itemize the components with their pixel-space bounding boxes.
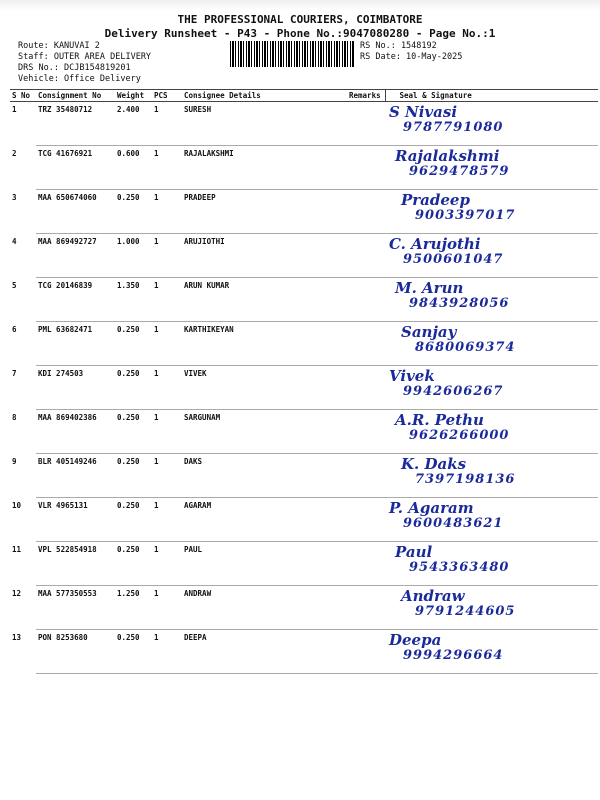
weight-value: 0.250 bbox=[115, 322, 152, 366]
pcs-value: 1 bbox=[152, 146, 182, 190]
signature-name: Sanjay bbox=[401, 323, 457, 341]
signature-cell bbox=[385, 542, 598, 586]
handwritten-signature bbox=[395, 280, 509, 312]
weight-value: 0.600 bbox=[115, 146, 152, 190]
table-row bbox=[10, 102, 598, 146]
signature-phone: 9843928056 bbox=[409, 296, 510, 311]
pcs-value: 1 bbox=[152, 586, 182, 630]
signature-cell bbox=[385, 410, 598, 454]
weight-value: 0.250 bbox=[115, 410, 152, 454]
consignment-number: MAA 650674060 bbox=[36, 190, 115, 234]
route-label: Route: KANUVAI 2 bbox=[18, 41, 100, 51]
pcs-value: 1 bbox=[152, 278, 182, 322]
signature-name: C. Arujothi bbox=[389, 235, 481, 253]
barcode bbox=[230, 41, 354, 67]
drs-label: DRS No.: DCJB154819201 bbox=[18, 63, 131, 73]
remarks-cell bbox=[347, 190, 385, 234]
signature-cell bbox=[385, 190, 598, 234]
consignee-name: ARUN KUMAR bbox=[182, 278, 347, 322]
table-row bbox=[10, 586, 598, 630]
weight-value: 0.250 bbox=[115, 366, 152, 410]
table-row bbox=[10, 366, 598, 410]
consignee-name: DAKS bbox=[182, 454, 347, 498]
signature-name: M. Arun bbox=[395, 279, 464, 297]
table-header-row bbox=[10, 90, 598, 102]
signature-cell bbox=[385, 278, 598, 322]
vehicle-label: Vehicle: Office Delivery bbox=[18, 74, 141, 84]
runsheet-subtitle: Delivery Runsheet - P43 - Phone No.:9047080280 - Page No.:1 bbox=[104, 27, 496, 40]
signature-phone: 8680069374 bbox=[415, 340, 516, 355]
consignee-name: AGARAM bbox=[182, 498, 347, 542]
col-remarks: Remarks bbox=[347, 90, 385, 102]
pcs-value: 1 bbox=[152, 234, 182, 278]
signature-phone: 9629478579 bbox=[409, 164, 510, 179]
consignment-number: PML 63682471 bbox=[36, 322, 115, 366]
row-sno: 12 bbox=[12, 588, 22, 598]
consignee-name: SARGUNAM bbox=[182, 410, 347, 454]
table-row bbox=[10, 630, 598, 674]
rs-number: RS No.: 1548192 bbox=[360, 41, 437, 51]
table-row bbox=[10, 278, 598, 322]
consignment-number: MAA 869492727 bbox=[36, 234, 115, 278]
pcs-value: 1 bbox=[152, 410, 182, 454]
pcs-value: 1 bbox=[152, 322, 182, 366]
pcs-value: 1 bbox=[152, 542, 182, 586]
weight-value: 1.000 bbox=[115, 234, 152, 278]
consignee-name: SURESH bbox=[182, 102, 347, 146]
remarks-cell bbox=[347, 146, 385, 190]
remarks-cell bbox=[347, 498, 385, 542]
handwritten-signature bbox=[395, 148, 509, 180]
signature-cell bbox=[385, 234, 598, 278]
consignment-number: VLR 4965131 bbox=[36, 498, 115, 542]
signature-phone: 9500601047 bbox=[403, 252, 504, 267]
remarks-cell bbox=[347, 278, 385, 322]
weight-value: 0.250 bbox=[115, 454, 152, 498]
signature-cell bbox=[385, 586, 598, 630]
row-sno: 3 bbox=[12, 192, 17, 202]
remarks-cell bbox=[347, 454, 385, 498]
handwritten-signature bbox=[389, 236, 503, 268]
handwritten-signature bbox=[401, 192, 515, 224]
row-sno: 6 bbox=[12, 324, 17, 334]
row-sno: 11 bbox=[12, 544, 22, 554]
signature-name: Pradeep bbox=[401, 191, 470, 209]
remarks-cell bbox=[347, 586, 385, 630]
signature-name: Rajalakshmi bbox=[395, 147, 500, 165]
col-consignee: Consignee Details bbox=[182, 90, 347, 102]
signature-name: Andraw bbox=[401, 587, 465, 605]
remarks-cell bbox=[347, 410, 385, 454]
remarks-cell bbox=[347, 630, 385, 674]
weight-value: 2.400 bbox=[115, 102, 152, 146]
table-row bbox=[10, 454, 598, 498]
company-title: THE PROFESSIONAL COURIERS, COIMBATORE bbox=[177, 13, 423, 26]
signature-phone: 7397198136 bbox=[415, 472, 516, 487]
signature-name: P. Agaram bbox=[389, 499, 474, 517]
row-sno: 5 bbox=[12, 280, 17, 290]
consignment-number: TRZ 35480712 bbox=[36, 102, 115, 146]
signature-name: Paul bbox=[395, 543, 433, 561]
col-sno: S No bbox=[10, 90, 36, 102]
consignment-number: TCG 41676921 bbox=[36, 146, 115, 190]
row-sno: 8 bbox=[12, 412, 17, 422]
top-scan-mark bbox=[0, 0, 600, 10]
signature-phone: 9942606267 bbox=[403, 384, 504, 399]
remarks-cell bbox=[347, 366, 385, 410]
consignee-name: VIVEK bbox=[182, 366, 347, 410]
signature-cell bbox=[385, 630, 598, 674]
weight-value: 1.350 bbox=[115, 278, 152, 322]
handwritten-signature bbox=[389, 500, 503, 532]
consignment-number: MAA 869402386 bbox=[36, 410, 115, 454]
signature-cell bbox=[385, 366, 598, 410]
row-sno: 9 bbox=[12, 456, 17, 466]
row-sno: 10 bbox=[12, 500, 22, 510]
remarks-cell bbox=[347, 542, 385, 586]
signature-phone: 9787791080 bbox=[403, 120, 504, 135]
pcs-value: 1 bbox=[152, 498, 182, 542]
weight-value: 0.250 bbox=[115, 542, 152, 586]
left-meta bbox=[18, 41, 151, 85]
rs-date: RS Date: 10-May-2025 bbox=[360, 52, 463, 62]
table-row bbox=[10, 410, 598, 454]
weight-value: 0.250 bbox=[115, 630, 152, 674]
pcs-value: 1 bbox=[152, 630, 182, 674]
signature-phone: 9994296664 bbox=[403, 648, 504, 663]
consignment-number: BLR 405149246 bbox=[36, 454, 115, 498]
consignment-number: KDI 274503 bbox=[36, 366, 115, 410]
col-signature: Seal & Signature bbox=[385, 90, 598, 102]
handwritten-signature bbox=[389, 368, 503, 400]
table-row bbox=[10, 234, 598, 278]
right-meta bbox=[360, 41, 462, 63]
pcs-value: 1 bbox=[152, 102, 182, 146]
remarks-cell bbox=[347, 322, 385, 366]
signature-name: S Nivasi bbox=[389, 103, 458, 121]
consignee-name: ANDRAW bbox=[182, 586, 347, 630]
pcs-value: 1 bbox=[152, 454, 182, 498]
signature-name: Deepa bbox=[389, 631, 442, 649]
col-pcs: PCS bbox=[152, 90, 182, 102]
row-sno: 1 bbox=[12, 105, 17, 114]
row-sno: 7 bbox=[12, 368, 17, 378]
row-sno: 2 bbox=[12, 148, 17, 158]
consignment-number: PON 8253680 bbox=[36, 630, 115, 674]
handwritten-signature bbox=[401, 324, 515, 356]
row-sno: 4 bbox=[12, 236, 17, 246]
signature-phone: 9003397017 bbox=[415, 208, 516, 223]
table-row bbox=[10, 542, 598, 586]
handwritten-signature bbox=[401, 456, 515, 488]
staff-label: Staff: OUTER AREA DELIVERY bbox=[18, 52, 152, 62]
table-row bbox=[10, 322, 598, 366]
signature-cell bbox=[385, 498, 598, 542]
row-sno: 13 bbox=[12, 632, 22, 642]
consignment-number: VPL 522854918 bbox=[36, 542, 115, 586]
handwritten-signature bbox=[389, 632, 503, 664]
remarks-cell bbox=[347, 234, 385, 278]
weight-value: 0.250 bbox=[115, 190, 152, 234]
consignment-number: MAA 577350553 bbox=[36, 586, 115, 630]
col-weight: Weight bbox=[115, 90, 152, 102]
signature-phone: 9791244605 bbox=[415, 604, 516, 619]
consignee-name: KARTHIKEYAN bbox=[182, 322, 347, 366]
handwritten-signature bbox=[389, 104, 503, 136]
weight-value: 0.250 bbox=[115, 498, 152, 542]
signature-phone: 9626266000 bbox=[409, 428, 510, 443]
consignee-name: PAUL bbox=[182, 542, 347, 586]
signature-name: K. Daks bbox=[401, 455, 467, 473]
consignment-number: TCG 20146839 bbox=[36, 278, 115, 322]
handwritten-signature bbox=[395, 544, 509, 576]
consignee-name: ARUJIOTHI bbox=[182, 234, 347, 278]
handwritten-signature bbox=[395, 412, 509, 444]
signature-cell bbox=[385, 454, 598, 498]
col-consignment: Consignment No bbox=[36, 90, 115, 102]
runsheet-table bbox=[10, 89, 598, 674]
handwritten-signature bbox=[401, 588, 515, 620]
signature-phone: 9543363480 bbox=[409, 560, 510, 575]
signature-cell bbox=[385, 146, 598, 190]
consignee-name: PRADEEP bbox=[182, 190, 347, 234]
pcs-value: 1 bbox=[152, 190, 182, 234]
pcs-value: 1 bbox=[152, 366, 182, 410]
table-row bbox=[10, 190, 598, 234]
weight-value: 1.250 bbox=[115, 586, 152, 630]
consignee-name: RAJALAKSHMI bbox=[182, 146, 347, 190]
table-row bbox=[10, 146, 598, 190]
signature-cell bbox=[385, 102, 598, 146]
table-row bbox=[10, 498, 598, 542]
signature-name: A.R. Pethu bbox=[395, 411, 484, 429]
remarks-cell bbox=[347, 102, 385, 146]
signature-cell bbox=[385, 322, 598, 366]
signature-name: Vivek bbox=[389, 367, 435, 385]
consignee-name: DEEPA bbox=[182, 630, 347, 674]
signature-phone: 9600483621 bbox=[403, 516, 504, 531]
